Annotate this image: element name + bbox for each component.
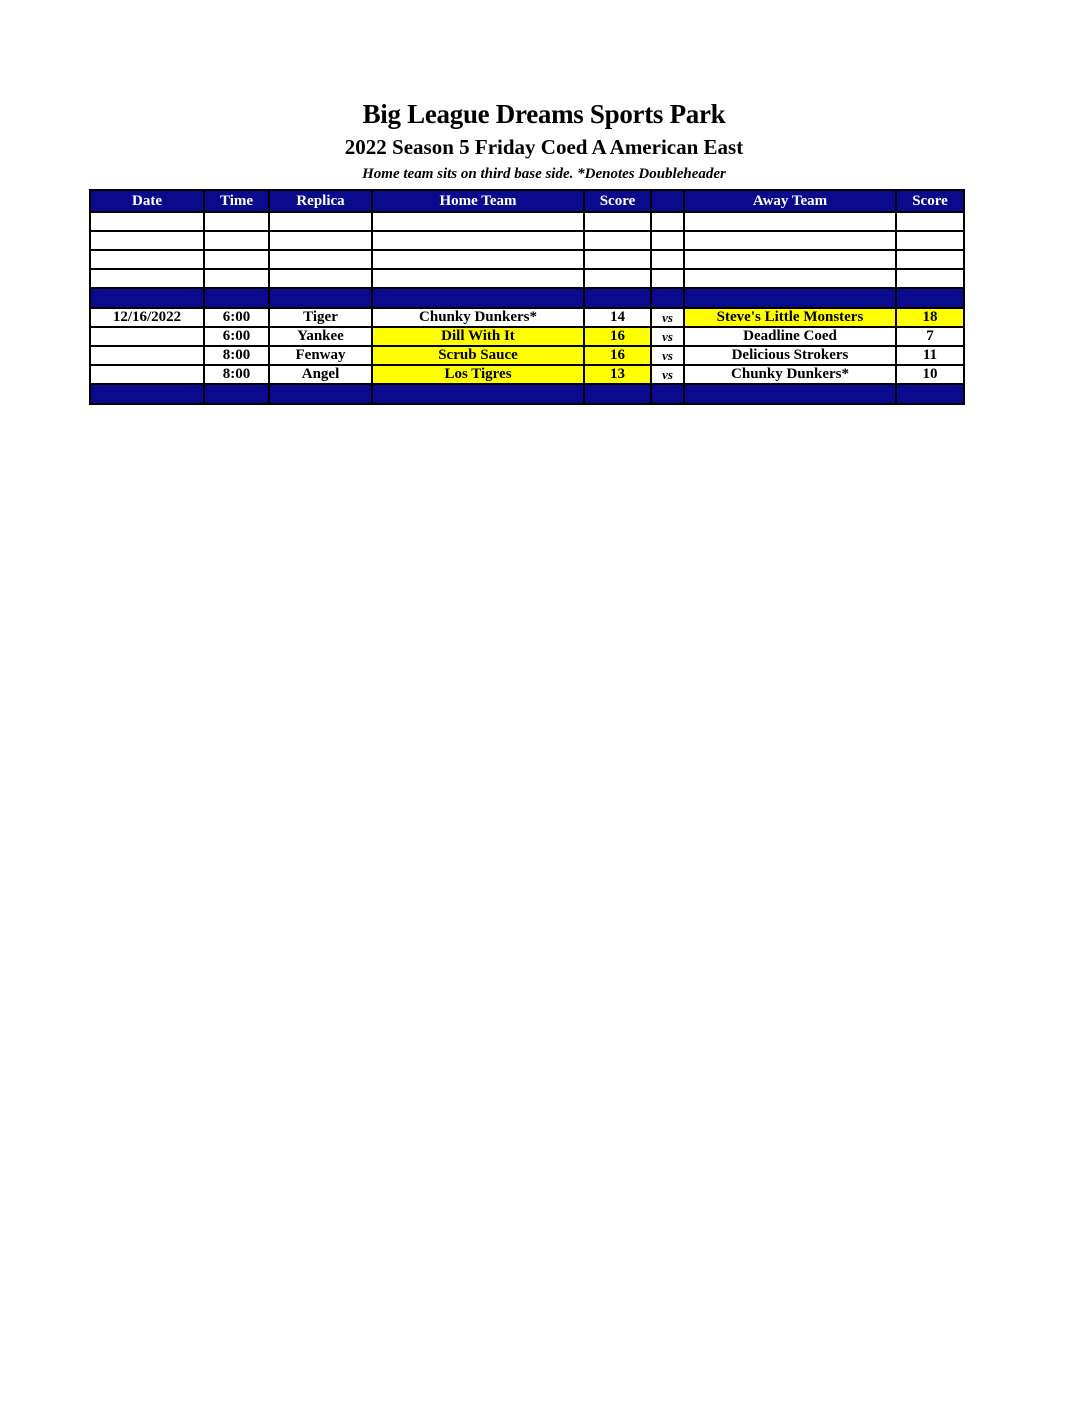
away-team: Chunky Dunkers*	[684, 365, 896, 384]
game-row	[90, 365, 964, 384]
column-header-time: Time	[204, 190, 269, 212]
home-team: Chunky Dunkers*	[372, 308, 584, 327]
game-date	[90, 346, 204, 365]
away-team: Delicious Strokers	[684, 346, 896, 365]
empty-row	[90, 231, 964, 250]
empty-row	[90, 212, 964, 231]
separator-band	[90, 288, 964, 308]
away-score: 7	[896, 327, 964, 346]
game-field: Yankee	[269, 327, 372, 346]
game-time: 8:00	[204, 346, 269, 365]
game-row	[90, 327, 964, 346]
vs-label: vs	[651, 308, 684, 327]
column-header-away-team: Away Team	[684, 190, 896, 212]
home-team-winner: Los Tigres	[372, 365, 584, 384]
home-score: 14	[584, 308, 651, 327]
game-date	[90, 327, 204, 346]
home-team-winner: Dill With It	[372, 327, 584, 346]
game-row	[90, 308, 964, 327]
away-score: 11	[896, 346, 964, 365]
away-team: Deadline Coed	[684, 327, 896, 346]
away-score-winner: 18	[896, 308, 964, 327]
game-time: 6:00	[204, 327, 269, 346]
home-score-winner: 16	[584, 346, 651, 365]
footer-band	[90, 384, 964, 404]
away-score: 10	[896, 365, 964, 384]
column-header-home-score: Score	[584, 190, 651, 212]
vs-label: vs	[651, 327, 684, 346]
game-time: 8:00	[204, 365, 269, 384]
game-field: Fenway	[269, 346, 372, 365]
vs-label: vs	[651, 346, 684, 365]
schedule-table	[89, 189, 965, 405]
home-score-winner: 16	[584, 327, 651, 346]
vs-label: vs	[651, 365, 684, 384]
doubleheader-note: Home team sits on third base side. *Denotes Doubleheader	[362, 166, 726, 182]
game-field: Tiger	[269, 308, 372, 327]
column-header-home-team: Home Team	[372, 190, 584, 212]
away-team-winner: Steve's Little Monsters	[684, 308, 896, 327]
home-team-winner: Scrub Sauce	[372, 346, 584, 365]
column-header-away-score: Score	[896, 190, 964, 212]
column-header-date: Date	[90, 190, 204, 212]
empty-row	[90, 250, 964, 269]
column-header-vs	[651, 190, 684, 212]
page-title: Big League Dreams Sports Park	[362, 99, 726, 129]
home-score-winner: 13	[584, 365, 651, 384]
game-time: 6:00	[204, 308, 269, 327]
season-subtitle: 2022 Season 5 Friday Coed A American East	[344, 135, 744, 159]
empty-row	[90, 269, 964, 288]
header-row	[90, 190, 964, 212]
game-row	[90, 346, 964, 365]
column-header-replica: Replica	[269, 190, 372, 212]
game-date	[90, 365, 204, 384]
game-field: Angel	[269, 365, 372, 384]
game-date: 12/16/2022	[90, 308, 204, 327]
